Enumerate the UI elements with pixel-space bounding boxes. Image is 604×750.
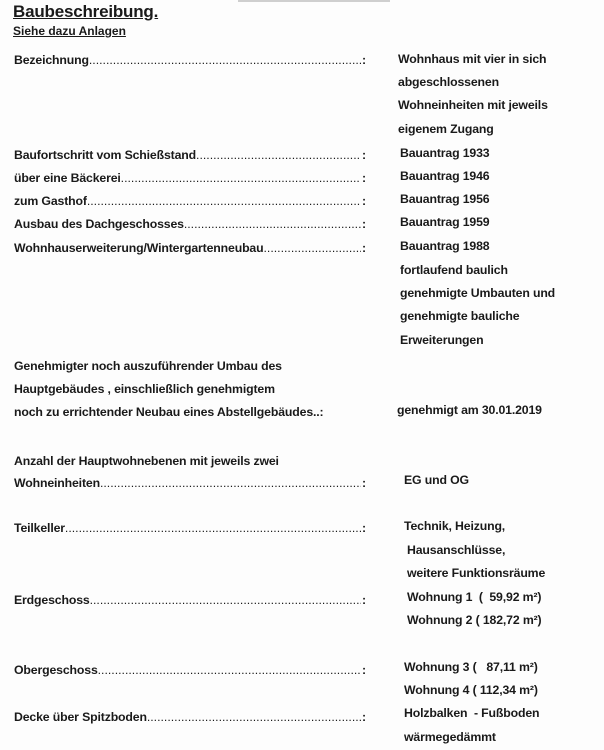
entry-label: Wohnhauserweiterung/Wintergartenneubau xyxy=(14,241,264,255)
entry-label: Genehmigter noch auszuführender Umbau des xyxy=(14,359,282,373)
entry-value: Bauantrag 1959 xyxy=(400,215,490,229)
entry-label: noch zu errichtender Neubau eines Abstellgebäudes..: xyxy=(14,405,324,419)
entry-value: wärmegedämmt xyxy=(404,730,496,744)
entry-dachgeschoss xyxy=(14,216,366,232)
entry-baufortschritt xyxy=(14,147,366,163)
entry-label: Anzahl der Hauptwohnebenen mit jeweils zwei xyxy=(14,454,279,468)
entry-label: Bezeichnung xyxy=(14,53,89,67)
entry-label: Teilkeller xyxy=(14,521,65,535)
document-subtitle: Siehe dazu Anlagen xyxy=(13,24,126,38)
entry-value: Wohnung 2 ( 182,72 m²) xyxy=(407,613,542,627)
entry-value: Wohneinheiten mit jeweils xyxy=(398,98,548,112)
entry-bezeichnung xyxy=(14,52,366,68)
colon: : xyxy=(362,521,366,535)
entry-gasthof xyxy=(14,193,366,209)
colon: : xyxy=(362,217,366,231)
entry-baeckerei xyxy=(14,170,366,186)
dot-leader xyxy=(196,147,361,163)
document-title: Baubeschreibung. xyxy=(13,2,159,21)
entry-label: Decke über Spitzboden xyxy=(14,710,147,724)
dot-leader xyxy=(100,475,361,491)
dot-leader xyxy=(147,709,361,725)
entry-value: fortlaufend baulich xyxy=(400,263,508,277)
dot-leader xyxy=(65,520,361,536)
entry-value: EG und OG xyxy=(404,473,469,487)
entry-value: genehmigte bauliche xyxy=(400,309,520,323)
entry-label: Wohneinheiten xyxy=(14,476,100,490)
entry-label: Erdgeschoss xyxy=(14,593,90,607)
entry-value: Technik, Heizung, xyxy=(404,519,506,533)
entry-value: genehmigte Umbauten und xyxy=(400,286,556,300)
colon: : xyxy=(362,241,366,255)
entry-value: Hausanschlüsse, xyxy=(407,543,506,557)
entry-value: Wohnhaus mit vier in sich xyxy=(398,52,547,66)
dot-leader xyxy=(184,216,361,232)
colon: : xyxy=(362,171,366,185)
entry-erdgeschoss xyxy=(14,592,366,608)
dot-leader xyxy=(90,592,361,608)
dot-leader xyxy=(264,240,362,256)
entry-value: Wohnung 1 ( 59,92 m²) xyxy=(407,590,542,604)
entry-value: weitere Funktionsräume xyxy=(407,566,546,580)
entry-value: eigenem Zugang xyxy=(398,122,494,136)
entry-label: Obergeschoss xyxy=(14,663,98,677)
colon: : xyxy=(362,710,366,724)
dot-leader xyxy=(121,170,361,186)
entry-value: Bauantrag 1988 xyxy=(400,239,490,253)
dot-leader xyxy=(87,193,361,209)
entry-obergeschoss xyxy=(14,662,366,678)
entry-value: Wohnung 4 ( 112,34 m²) xyxy=(404,683,538,697)
colon: : xyxy=(362,663,366,677)
colon: : xyxy=(362,593,366,607)
entry-value: Erweiterungen xyxy=(400,333,484,347)
entry-decke xyxy=(14,709,366,725)
entry-value: genehmigt am 30.01.2019 xyxy=(397,403,542,417)
dot-leader xyxy=(98,662,361,678)
colon: : xyxy=(362,476,366,490)
entry-value: Bauantrag 1956 xyxy=(400,192,490,206)
entry-label: über eine Bäckerei xyxy=(14,171,121,185)
colon: : xyxy=(362,148,366,162)
entry-wintergarten xyxy=(14,240,366,256)
entry-value: Wohnung 3 ( 87,11 m²) xyxy=(404,660,538,674)
entry-label: Hauptgebäudes , einschließlich genehmigtem xyxy=(14,382,275,396)
entry-label: zum Gasthof xyxy=(14,194,87,208)
entry-label: Ausbau des Dachgeschosses xyxy=(14,217,184,231)
colon: : xyxy=(362,53,366,67)
dot-leader xyxy=(89,52,361,68)
entry-label: Baufortschritt vom Schießstand xyxy=(14,148,197,162)
entry-value: Bauantrag 1946 xyxy=(400,169,490,183)
entry-value: Holzbalken - Fußboden xyxy=(404,706,540,720)
colon: : xyxy=(362,194,366,208)
entry-value: Bauantrag 1933 xyxy=(400,146,490,160)
scan-edge-line xyxy=(238,0,390,2)
entry-value: abgeschlossenen xyxy=(398,75,499,89)
entry-wohneinheiten xyxy=(14,475,366,491)
entry-teilkeller xyxy=(14,520,366,536)
